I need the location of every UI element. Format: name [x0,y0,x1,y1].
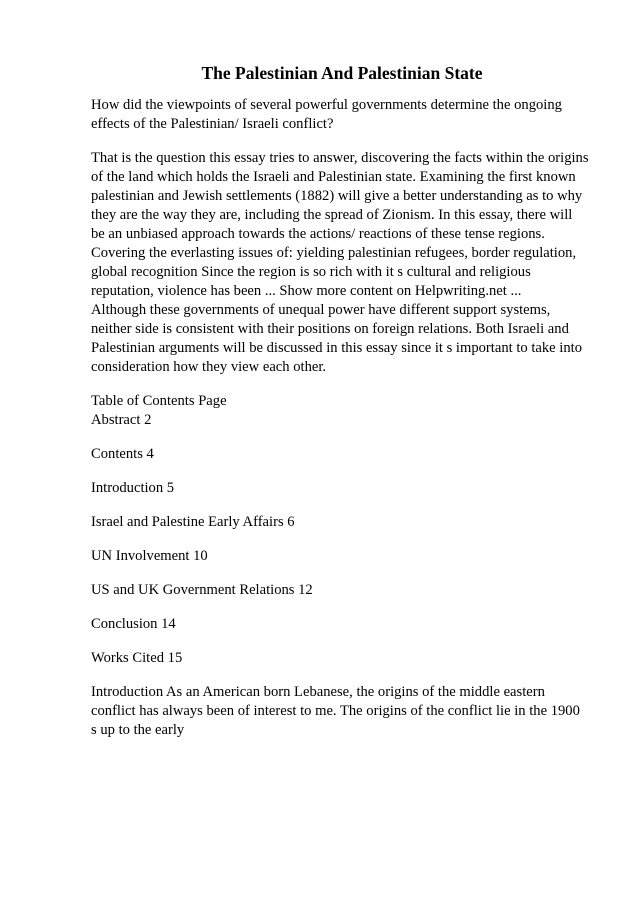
toc-entry: Contents 4 [91,446,154,462]
toc-entry: Abstract 2 [91,412,152,428]
text-line: of the land which holds the Israeli and Palestinian state. Examining the first known [91,169,576,185]
toc-heading: Table of Contents Page [91,393,227,409]
text-line: they are the way they are, including the spread of Zionism. In this essay, there will [91,207,573,223]
text-line: reputation, violence has been ... Show more content on Helpwriting.net ... [91,283,522,299]
text-line: Covering the everlasting issues of: yielding palestinian refugees, border regulation, [91,245,577,261]
text-line: conflict has always been of interest to me. The origins of the conflict lie in the 1900 [91,703,580,719]
intro-paragraph [91,149,591,377]
text-line: consideration how they view each other. [91,359,327,375]
toc-entry: Israel and Palestine Early Affairs 6 [91,514,295,530]
question-paragraph [91,96,591,134]
text-line: How did the viewpoints of several powerful governments determine the ongoing [91,97,562,113]
text-line: s up to the early [91,722,185,738]
text-line: Although these governments of unequal power have different support systems, [91,302,551,318]
text-line: effects of the Palestinian/ Israeli conflict? [91,116,334,132]
toc-entry: UN Involvement 10 [91,548,208,564]
toc-block [91,392,591,430]
toc-entry: Introduction 5 [91,480,175,496]
text-line: neither side is consistent with their positions on foreign relations. Both Israeli and [91,321,569,337]
closing-paragraph [91,683,591,740]
text-line: global recognition Since the region is so rich with it s cultural and religious [91,264,531,280]
text-line: That is the question this essay tries to answer, discovering the facts within the origins [91,150,589,166]
text-line: Introduction As an American born Lebanese, the origins of the middle eastern [91,684,545,700]
toc-entry: Conclusion 14 [91,616,176,632]
toc-entry: Works Cited 15 [91,650,183,666]
text-line: Palestinian arguments will be discussed in this essay since it s important to take into [91,340,582,356]
document-title: The Palestinian And Palestinian State [201,63,483,83]
text-line: palestinian and Jewish settlements (1882) will give a better understanding as to why [91,188,583,204]
toc-entry: US and UK Government Relations 12 [91,582,313,598]
text-line: be an unbiased approach towards the actions/ reactions of these tense regions. [91,226,545,242]
document-body [91,96,591,740]
